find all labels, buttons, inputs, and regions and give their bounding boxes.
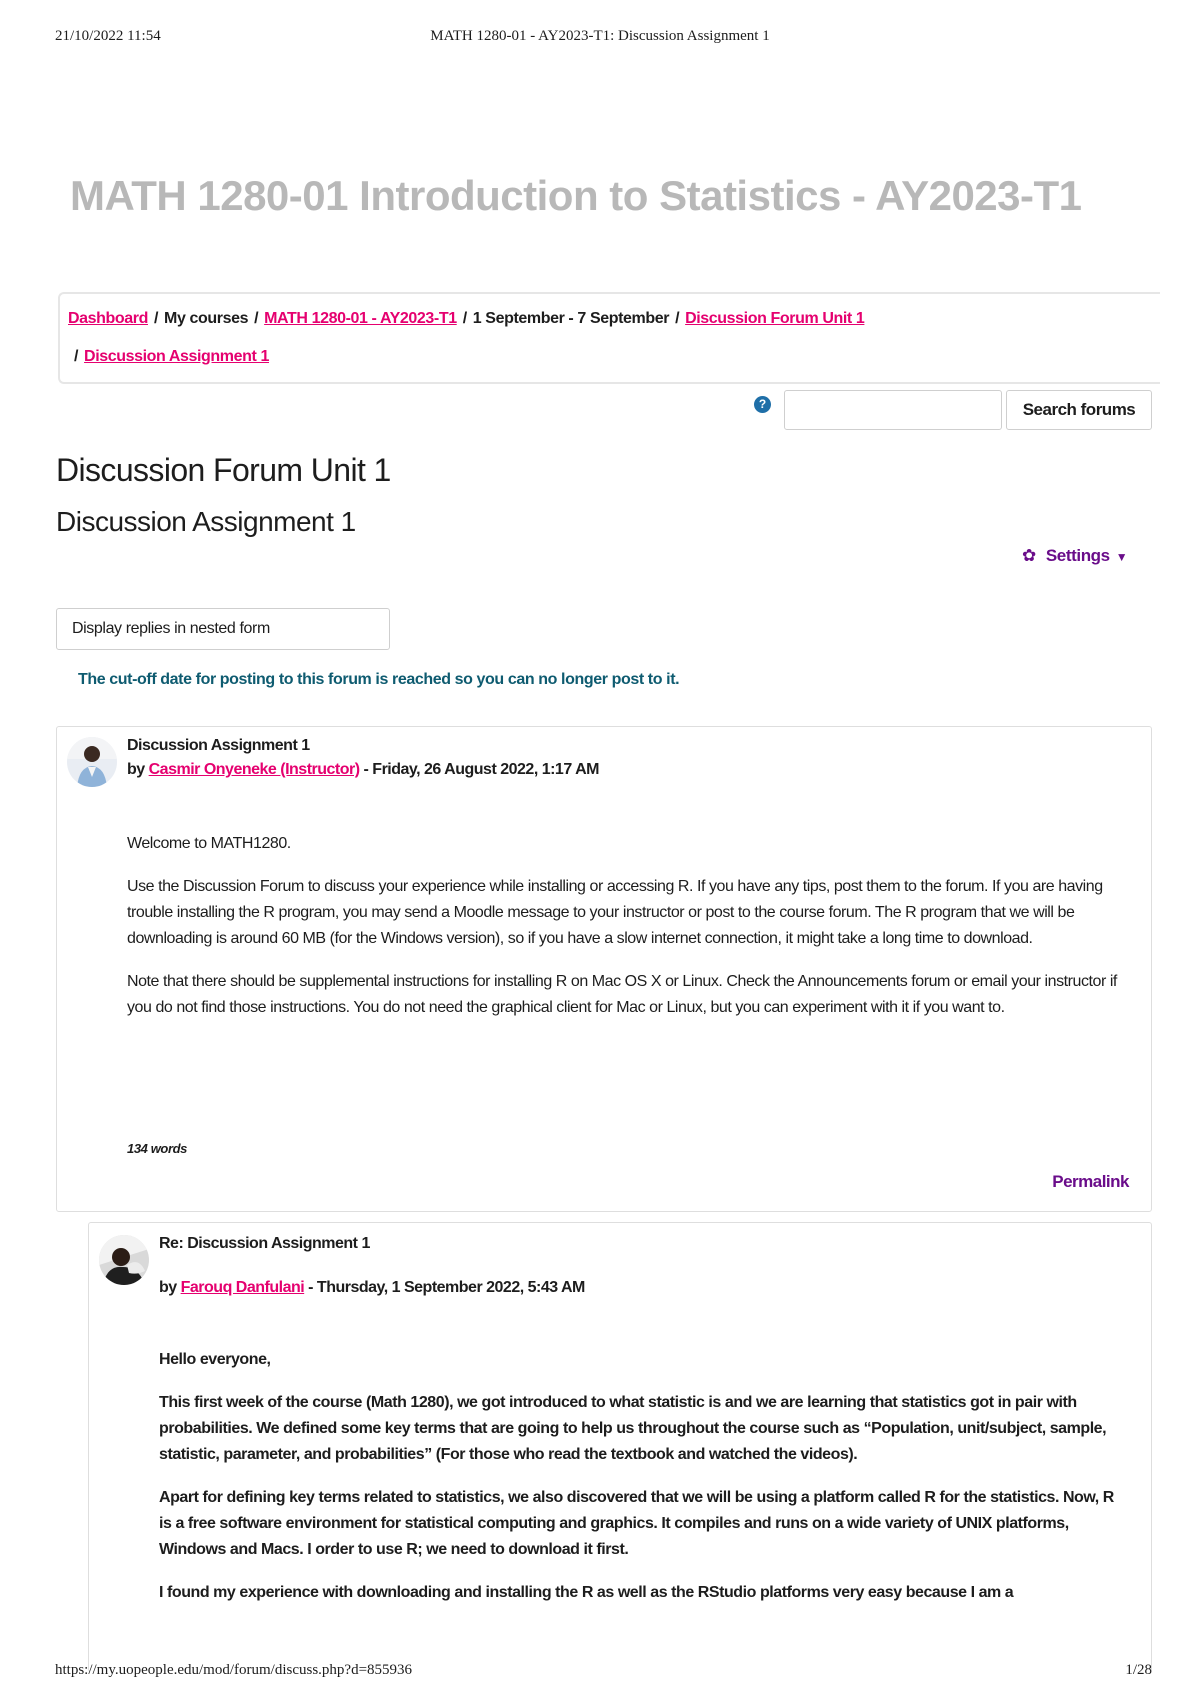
settings-menu[interactable] (1022, 546, 1127, 566)
post-date: - Thursday, 1 September 2022, 5:43 AM (308, 1279, 585, 1296)
post-body (159, 1347, 1129, 1623)
discussion-title: Discussion Assignment 1 (56, 506, 356, 537)
print-header (0, 28, 1200, 58)
breadcrumb-my-courses: My courses (164, 310, 249, 327)
print-url: https://my.uopeople.edu/mod/forum/discuss.php?d=855936 (55, 1662, 413, 1678)
print-datetime: 21/10/2022 11:54 (55, 28, 161, 44)
forum-title: Discussion Forum Unit 1 (56, 452, 391, 488)
breadcrumb-discussion-link[interactable]: Discussion Assignment 1 (84, 348, 269, 365)
post-subject: Re: Discussion Assignment 1 (159, 1235, 370, 1252)
post-body (127, 831, 1127, 1038)
forum-post (56, 726, 1152, 1212)
post-byline (159, 1279, 585, 1297)
post-paragraph: Use the Discussion Forum to discuss your experience while installing or accessing R. If you have any tips, post them to the forum. If you are having trouble installing the R program, you may send a Moodle message to your instructor or post to the course forum. The R program that we will be downloading is around 60 MB (for the Windows version), so if you have a slow internet connection, it might take a long time to download. (127, 878, 1103, 947)
breadcrumb-separator: / (462, 310, 467, 327)
avatar[interactable] (67, 737, 117, 787)
breadcrumb (58, 292, 1160, 384)
print-footer (0, 1662, 1200, 1692)
breadcrumb-row (68, 310, 864, 328)
post-byline (127, 761, 599, 779)
post-author-link[interactable]: Casmir Onyeneke (Instructor) (148, 761, 360, 778)
post-paragraph: Hello everyone, (159, 1351, 271, 1368)
word-count: 134 words (127, 1141, 187, 1156)
breadcrumb-separator: / (74, 348, 79, 365)
breadcrumb-week: 1 September - 7 September (472, 310, 670, 327)
search-forums-button[interactable]: Search forums (1006, 390, 1152, 430)
post-author-link[interactable]: Farouq Danfulani (180, 1279, 305, 1296)
print-page-number: 1/28 (1125, 1662, 1152, 1678)
post-by: by (127, 761, 145, 778)
breadcrumb-separator: / (153, 310, 159, 327)
chevron-down-icon: ▼ (1115, 550, 1128, 564)
help-icon[interactable]: ? (754, 396, 771, 413)
permalink-link[interactable]: Permalink (1052, 1172, 1129, 1191)
post-paragraph: Note that there should be supplemental instructions for installing R on Mac OS X or Linux. Check the Announcements forum or email your instructor if you do not find those instructions. You do not need the graphical client for Mac or Linux, but you can experiment with it if you want to. (127, 973, 1117, 1016)
post-paragraph: I found my experience with downloading and installing the R as well as the RStudio platforms very easy because I am a (159, 1584, 1014, 1601)
display-mode-select[interactable]: Display replies in nested form (56, 608, 390, 650)
post-paragraph: This first week of the course (Math 1280), we got introduced to what statistic is and we are learning that statistics got in pair with probabilities. We defined some key terms that are going to help us throughout the course such as “Population, unit/subject, sample, statistic, parameter, and probabilities” (For those who read the textbook and watched the videos). (159, 1394, 1107, 1463)
breadcrumb-separator: / (675, 310, 680, 327)
gear-icon: ✿ (1022, 546, 1036, 565)
post-paragraph: Apart for defining key terms related to statistics, we also discovered that we will be using a platform called R for the statistics. Now, R is a free software environment for statistical computing and graphics. It compiles and runs on a wide variety of UNIX platforms, Windows and Macs. I order to use R; we need to download it first. (159, 1489, 1114, 1558)
post-by: by (159, 1279, 177, 1296)
search-forums-input[interactable] (784, 390, 1002, 430)
breadcrumb-separator: / (254, 310, 259, 327)
breadcrumb-forum-link[interactable]: Discussion Forum Unit 1 (685, 310, 865, 327)
breadcrumb-dashboard-link[interactable]: Dashboard (68, 310, 148, 327)
post-subject: Discussion Assignment 1 (127, 737, 310, 754)
avatar[interactable] (99, 1235, 149, 1285)
course-title: MATH 1280-01 Introduction to Statistics - AY2023-T1 (70, 172, 1082, 219)
breadcrumb-row (68, 348, 269, 366)
breadcrumb-course-link[interactable]: MATH 1280-01 - AY2023-T1 (264, 310, 457, 327)
post-paragraph: Welcome to MATH1280. (127, 835, 291, 852)
cutoff-notice: The cut-off date for posting to this forum is reached so you can no longer post to it. (78, 671, 680, 688)
post-date: - Friday, 26 August 2022, 1:17 AM (363, 761, 599, 778)
forum-post-reply (88, 1222, 1152, 1672)
print-page-title: MATH 1280-01 - AY2023-T1: Discussion Assignment 1 (430, 28, 770, 44)
settings-label: Settings (1045, 546, 1110, 565)
